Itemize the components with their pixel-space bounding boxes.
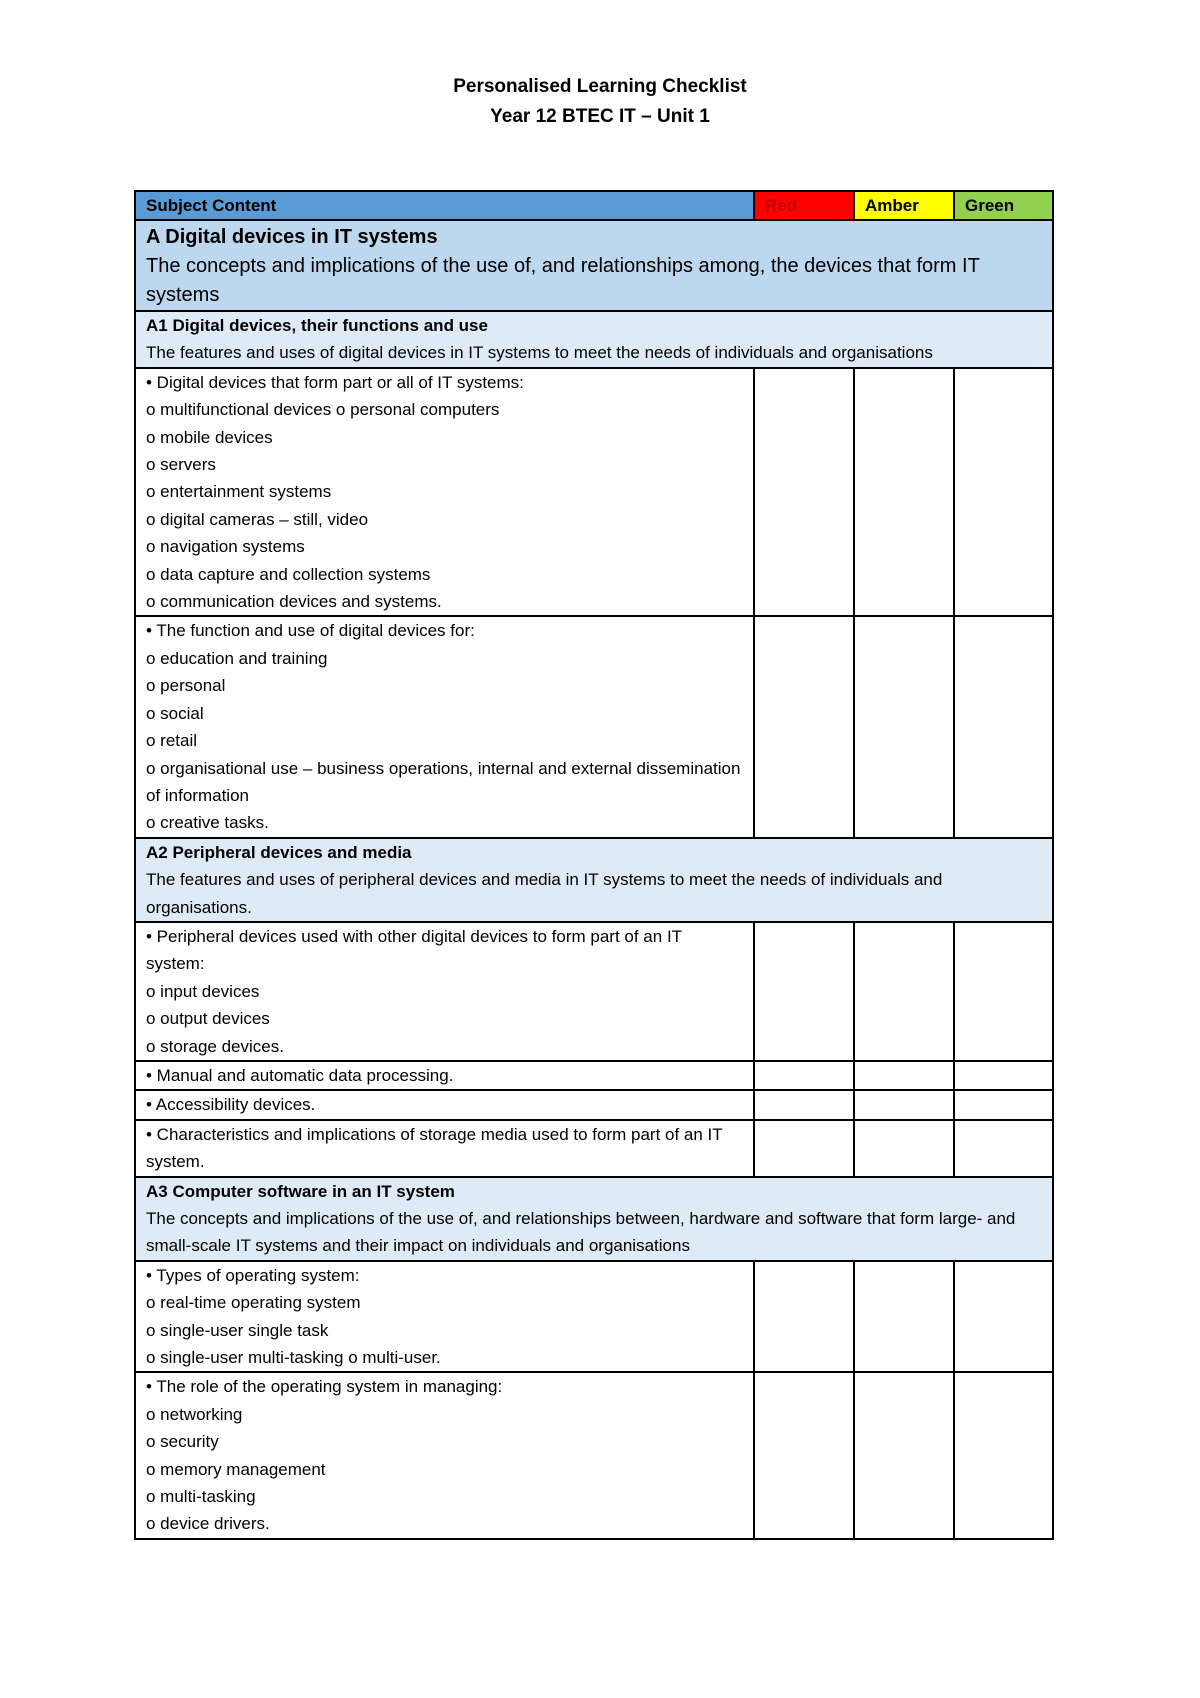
section-a-description: The concepts and implications of the use of, and relationships among, the devices that form IT systems — [146, 255, 980, 306]
checklist-sub-point: o storage devices. — [146, 1036, 284, 1056]
rag-green-cell[interactable] — [954, 616, 1053, 837]
checklist-item-title: • The role of the operating system in managing: — [146, 1377, 503, 1397]
checklist-item-row — [135, 1372, 1053, 1538]
checklist-sub-point: o networking — [146, 1404, 243, 1424]
checklist-sub-point: o education and training — [146, 648, 328, 668]
checklist-sub-point: o personal — [146, 676, 226, 696]
rag-red-cell[interactable] — [754, 616, 854, 837]
a2-subsection-row — [135, 838, 1053, 922]
rag-red-cell[interactable] — [754, 1120, 854, 1177]
checklist-item-row — [135, 1261, 1053, 1373]
checklist-item-content — [135, 1120, 754, 1177]
checklist-sub-point: o single-user multi-tasking o multi-user. — [146, 1348, 441, 1368]
checklist-sub-point: o input devices — [146, 981, 260, 1001]
checklist-sub-point: o security — [146, 1432, 219, 1452]
checklist-sub-point: o device drivers. — [146, 1514, 270, 1534]
table-header-row — [135, 191, 1053, 220]
a3-subsection-row — [135, 1177, 1053, 1261]
checklist-sub-point: o real-time operating system — [146, 1293, 361, 1313]
checklist-sub-point: o retail — [146, 731, 198, 751]
checklist-item-content — [135, 1061, 754, 1090]
checklist-item-content — [135, 1261, 754, 1373]
rag-amber-cell[interactable] — [854, 1261, 954, 1373]
document-header — [0, 72, 1200, 132]
column-header-green: Green — [954, 191, 1053, 220]
rag-amber-cell[interactable] — [854, 616, 954, 837]
rag-amber-cell[interactable] — [854, 1090, 954, 1119]
checklist-item-title: • Accessibility devices. — [146, 1095, 316, 1115]
section-a-heading: A Digital devices in IT systems — [146, 226, 438, 248]
checklist-item-content — [135, 922, 754, 1061]
column-header-red: Red — [754, 191, 854, 220]
checklist-item-title: • The function and use of digital devices for: — [146, 621, 475, 641]
checklist-item-row — [135, 922, 1053, 1061]
rag-red-cell[interactable] — [754, 1061, 854, 1090]
checklist-item-row — [135, 368, 1053, 617]
rag-green-cell[interactable] — [954, 1120, 1053, 1177]
rag-amber-cell[interactable] — [854, 1061, 954, 1090]
rag-green-cell[interactable] — [954, 922, 1053, 1061]
checklist-item-title: • Types of operating system: — [146, 1265, 360, 1285]
a2-heading: A2 Peripheral devices and media — [146, 842, 412, 862]
column-header-content: Subject Content — [135, 191, 754, 220]
checklist-sub-point: o organisational use – business operations, internal and external dissemination of information — [146, 758, 741, 805]
checklist-sub-point: o servers — [146, 455, 216, 475]
rag-green-cell[interactable] — [954, 368, 1053, 617]
checklist-item-content — [135, 368, 754, 617]
rag-amber-cell[interactable] — [854, 1120, 954, 1177]
checklist-item-title: • Digital devices that form part or all of IT systems: — [146, 372, 524, 392]
checklist-item-row — [135, 1061, 1053, 1090]
checklist-sub-point: o navigation systems — [146, 537, 305, 557]
checklist-item-title: • Characteristics and implications of storage media used to form part of an IT system. — [146, 1124, 723, 1172]
checklist-sub-point: o output devices — [146, 1009, 270, 1029]
checklist-sub-point: o data capture and collection systems — [146, 564, 431, 584]
rag-green-cell[interactable] — [954, 1261, 1053, 1373]
document-title: Personalised Learning Checklist — [453, 76, 747, 97]
checklist-sub-point: o digital cameras – still, video — [146, 509, 369, 529]
a1-heading: A1 Digital devices, their functions and use — [146, 316, 488, 335]
checklist-sub-point: o multifunctional devices o personal computers — [146, 400, 500, 420]
checklist-sub-point: o memory management — [146, 1459, 326, 1479]
rag-red-cell[interactable] — [754, 1372, 854, 1538]
checklist-sub-point: o multi-tasking — [146, 1487, 256, 1507]
a3-heading: A3 Computer software in an IT system — [146, 1181, 455, 1201]
checklist-sub-point: o social — [146, 703, 204, 723]
a1-subsection-cell — [135, 311, 1053, 368]
rag-amber-cell[interactable] — [854, 1372, 954, 1538]
rag-amber-cell[interactable] — [854, 368, 954, 617]
document-subtitle: Year 12 BTEC IT – Unit 1 — [490, 106, 710, 127]
a3-description: The concepts and implications of the use of, and relationships between, hardware and software that form large- and small-scale IT systems and their impact on individuals and organisations — [146, 1209, 1016, 1256]
checklist-item-row — [135, 1090, 1053, 1119]
section-a-cell — [135, 220, 1053, 311]
checklist-item-title: • Manual and automatic data processing. — [146, 1065, 454, 1085]
checklist-sub-point: o entertainment systems — [146, 482, 332, 502]
a1-description: The features and uses of digital devices in IT systems to meet the needs of individuals and organisations — [146, 343, 933, 363]
a2-description: The features and uses of peripheral devices and media in IT systems to meet the needs of individuals and organisations. — [146, 870, 943, 917]
checklist-sub-point: o creative tasks. — [146, 813, 269, 833]
a3-subsection-cell — [135, 1177, 1053, 1261]
a2-subsection-cell — [135, 838, 1053, 922]
a1-subsection-row — [135, 311, 1053, 368]
rag-amber-cell[interactable] — [854, 922, 954, 1061]
rag-green-cell[interactable] — [954, 1061, 1053, 1090]
checklist-sub-point: o communication devices and systems. — [146, 592, 442, 612]
rag-red-cell[interactable] — [754, 1261, 854, 1373]
checklist-sub-point: o mobile devices — [146, 427, 273, 447]
column-header-amber: Amber — [854, 191, 954, 220]
checklist-item-row — [135, 616, 1053, 837]
checklist-sub-point: o single-user single task — [146, 1320, 329, 1340]
checklist-table — [134, 190, 1054, 1540]
rag-green-cell[interactable] — [954, 1372, 1053, 1538]
section-a-row — [135, 220, 1053, 311]
checklist-item-row — [135, 1120, 1053, 1177]
rag-red-cell[interactable] — [754, 922, 854, 1061]
checklist-item-content — [135, 616, 754, 837]
rag-green-cell[interactable] — [954, 1090, 1053, 1119]
rag-red-cell[interactable] — [754, 368, 854, 617]
checklist-item-content — [135, 1090, 754, 1119]
rag-red-cell[interactable] — [754, 1090, 854, 1119]
checklist-item-content — [135, 1372, 754, 1538]
checklist-item-title: • Peripheral devices used with other digital devices to form part of an IT system: — [146, 926, 682, 974]
